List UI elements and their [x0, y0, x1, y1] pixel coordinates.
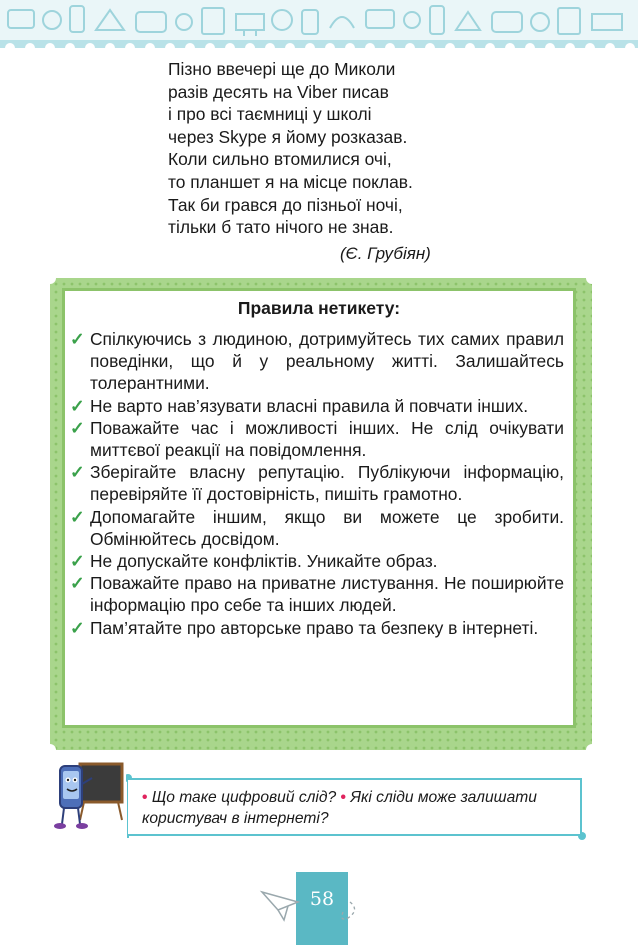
- list-item: [70, 572, 564, 616]
- poem-line: Коли сильно втомилися очі,: [168, 149, 392, 170]
- poem-line: тільки б тато нічого не знав.: [168, 217, 394, 238]
- rule-text: Пам’ятайте про авторське право та безпеку в інтернеті.: [90, 617, 539, 638]
- rule-text: Поважайте час і можливості інших. Не слід очікувати миттєвої реакції на повідомлення.: [90, 417, 564, 461]
- question-text: [142, 788, 572, 829]
- list-item: [70, 506, 564, 550]
- list-item: [70, 395, 564, 417]
- poem-author: (Є. Грубіян): [340, 244, 431, 263]
- rules-title: Правила нетикету:: [237, 298, 401, 318]
- list-item: [70, 461, 564, 505]
- question-1: Що таке цифровий слід?: [151, 789, 337, 806]
- rule-text: Не допускайте конфліктів. Уникайте образ.: [90, 551, 438, 572]
- check-icon: ✓: [70, 329, 85, 349]
- rule-text: Не варто нав’язувати власні правила й повчати інших.: [90, 395, 529, 416]
- poem-line: Пізно ввечері ще до Миколи: [168, 59, 396, 79]
- list-item: [70, 550, 564, 572]
- gadget-doodles-icon: [0, 0, 638, 48]
- check-icon: ✓: [70, 417, 85, 438]
- check-icon: ✓: [70, 551, 85, 572]
- bullet-icon: •: [340, 789, 347, 806]
- check-icon: ✓: [70, 506, 85, 527]
- check-icon: ✓: [70, 617, 85, 638]
- rule-text: Спілкуючись з людиною, дотримуйтесь тих самих правил поведінки, що й у реальному житті. Залишайтесь толерантними.: [90, 329, 564, 394]
- rule-text: Зберігайте власну репутацію. Публікуючи інформацію, перевіряйте її достовірність, пишіть грамотно.: [90, 462, 564, 505]
- rules-list: [70, 328, 564, 639]
- list-item: [70, 417, 564, 461]
- question-2: Які сліди може залишати користувач в інтернеті?: [142, 789, 537, 827]
- question-box: [128, 778, 582, 836]
- check-icon: ✓: [70, 462, 85, 483]
- mascot-phone-chalkboard-icon: [50, 756, 126, 836]
- poem-line: разів десять на Viber писав: [168, 81, 389, 102]
- page-number: 58: [309, 888, 335, 910]
- list-item: [70, 617, 564, 639]
- poem-line: Так би грався до пізньої ночі,: [168, 194, 403, 215]
- header-banner: [0, 0, 638, 48]
- poem-line: і про всі таємниці у школі: [168, 104, 372, 125]
- rule-text: Допомагайте іншим, якщо ви можете це зробити. Обмінюйтесь досвідом.: [90, 506, 564, 549]
- poem: [168, 58, 478, 239]
- list-item: [70, 328, 564, 395]
- bullet-icon: •: [142, 789, 148, 806]
- poem-line: через Skype я йому розказав.: [168, 126, 408, 147]
- rule-text: Поважайте право на приватне листування. Не поширюйте інформацію про себе та інших людей.: [90, 573, 564, 616]
- poem-line: то планшет я на місце поклав.: [168, 171, 413, 192]
- check-icon: ✓: [70, 573, 85, 594]
- check-icon: ✓: [70, 395, 85, 416]
